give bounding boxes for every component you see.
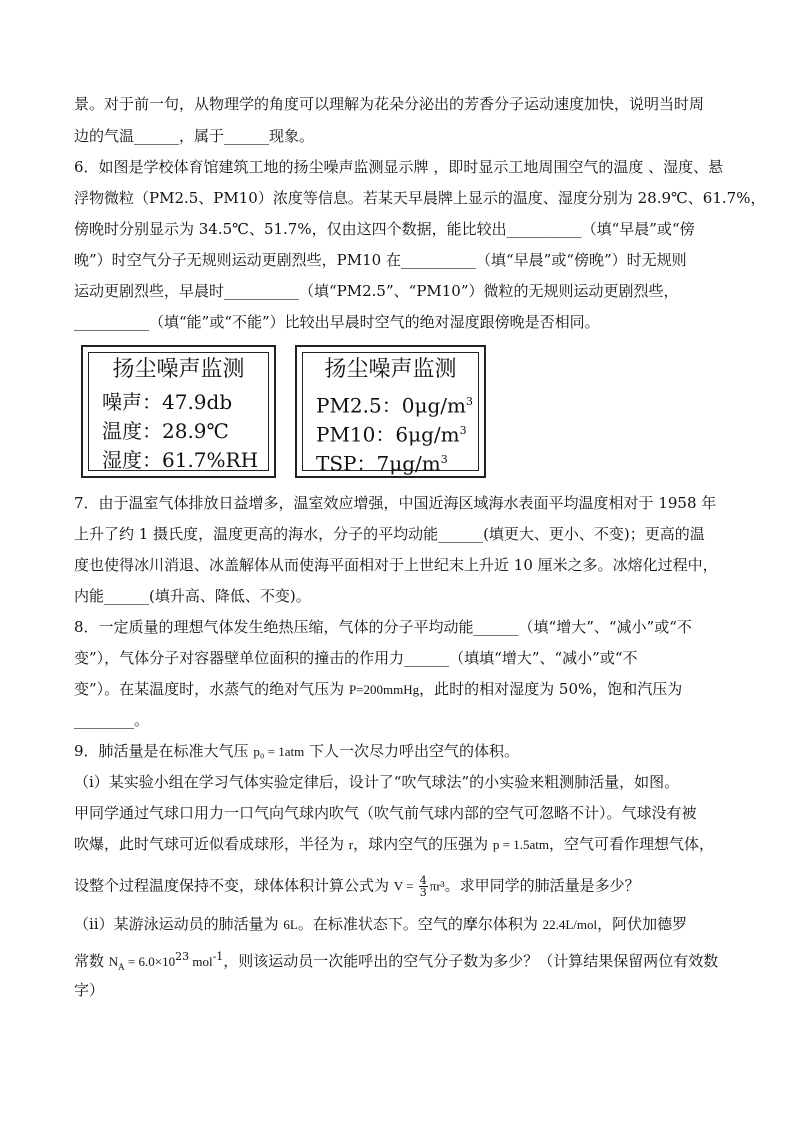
q9-line-4-text-c: ，球内空气的压强为	[353, 835, 493, 853]
q6-line-6: __________（填“能”或“不能”）比较出早晨时空气的绝对湿度跟傍晚是否相同。	[74, 313, 600, 331]
q7-line-3: 度也使得冰川消退、冰盖解体从而使海平面相对于上世纪末上升近 10 厘米之多。冰熔化过程中，	[74, 556, 718, 574]
q6-line-1: 6．如图是学校体育馆建筑工地的扬尘噪声监测显示牌 ，即时显示工地周围空气的温度 、湿度、悬	[74, 158, 724, 176]
board-row-pm25	[316, 389, 473, 419]
q9-line-8: 字）	[74, 981, 105, 999]
q9-line-4-text-a: 吹爆，此时气球可近似看成球形，半径为	[74, 835, 349, 853]
board-row-temperature: 温度：28.9℃	[102, 419, 229, 443]
q9-line-6-text-a: （ⅱ）某游泳运动员的肺活量为	[74, 915, 284, 933]
q9-line-5-text-d: 。求甲同学的肺活量是多少？	[444, 876, 640, 895]
q6-line-5: 运动更剧烈些，早晨时__________（填“PM2.5”、“PM10”）微粒的无规则运动更剧烈些，	[74, 282, 679, 300]
q9-line-1-text-c: 下人一次尽力呼出空气的体积。	[304, 742, 519, 760]
tsp-text: TSP：7μg/m	[316, 451, 441, 476]
volume-formula-lhs: V =	[393, 878, 417, 894]
monitor-board-left	[81, 345, 276, 478]
q9-line-7-text-h: ，则该运动员一次能呼出的空气分子数为多少？（计算结果保留两位有效数	[223, 952, 719, 970]
avogadro-unit: mol	[189, 954, 213, 969]
avogadro-symbol: N	[108, 954, 119, 969]
q8-line-3	[74, 679, 682, 700]
atm-formula: p₀ = 1atm	[253, 744, 305, 759]
pressure-formula: P=200mmHg	[348, 682, 420, 697]
volume-formula-rhs: πr³	[429, 878, 445, 894]
avogadro-unit-exponent: -1	[212, 950, 224, 963]
avogadro-exponent: 23	[175, 950, 190, 963]
q6-line-2: 浮物微粒（PM2.5、PM10）浓度等信息。若某天早晨牌上显示的温度、湿度分别为 28.9℃、61.7%，	[74, 189, 766, 207]
q7-line-2: 上升了约 1 摄氏度，温度更高的海水，分子的平均动能______(填更大、更小、不变)；更高的温	[74, 525, 705, 543]
q8-line-4: ________。	[74, 711, 150, 729]
q5-line-2: 边的气温______，属于______现象。	[74, 127, 315, 145]
radius-symbol: r	[348, 837, 354, 852]
cubic-sup: 3	[440, 453, 448, 466]
q9-line-2: （ⅰ）某实验小组在学习气体实验定律后，设计了“吹气球法”的小实验来粗测肺活量，如图。	[74, 773, 680, 791]
q8-line-3-text-a: 变”）。在某温度时，水蒸气的绝对气压为	[74, 680, 349, 698]
q9-line-4-text-e: ，空气可看作理想气体，	[548, 835, 714, 853]
board-title: 扬尘噪声监测	[324, 357, 457, 382]
pm25-text: PM2.5：0μg/m	[316, 393, 466, 418]
board-row-humidity: 湿度：61.7%RH	[102, 448, 259, 472]
q9-line-1	[74, 741, 519, 762]
board-row-pm10	[316, 418, 467, 448]
cubic-sup: 3	[465, 395, 473, 408]
q9-line-6-text-e: ，阿伏加德罗	[597, 915, 688, 933]
cubic-sup: 3	[459, 424, 467, 437]
board-row-tsp	[316, 447, 448, 477]
pressure-value: p = 1.5atm	[492, 837, 549, 852]
q9-line-5	[74, 875, 640, 898]
q7-line-1: 7．由于温室气体排放日益增多，温室效应增强，中国近海区域海水表面平均温度相对于 1958 年	[74, 494, 717, 512]
q8-line-3-text-c: ，此时的相对湿度为 50%，饱和汽压为	[419, 680, 683, 698]
avogadro-subscript: A	[118, 962, 125, 972]
q9-line-1-text-a: 9．肺活量是在标准大气压	[74, 742, 254, 760]
q9-line-6-text-c: 。在标准状态下。空气的摩尔体积为	[297, 915, 543, 933]
avogadro-value: = 6.0×10	[124, 954, 176, 969]
fraction-four-thirds	[419, 875, 428, 898]
board-row-noise: 噪声：47.9db	[102, 390, 233, 414]
board-title: 扬尘噪声监测	[112, 357, 245, 382]
q7-line-4: 内能______(填升高、降低、不变)。	[74, 587, 311, 605]
fraction-numerator: 4	[419, 874, 427, 887]
q9-line-5-text-a: 设整个过程温度保持不变，球体体积计算公式为	[74, 876, 394, 895]
q8-line-1: 8．一定质量的理想气体发生绝热压缩，气体的分子平均动能______（填“增大”、“减小”或“不	[74, 618, 692, 636]
q9-line-7-text-a: 常数	[74, 952, 109, 970]
pm10-text: PM10：6μg/m	[316, 422, 460, 447]
q9-line-3: 甲同学通过气球口用力一口气向气球内吹气（吹气前气球内部的空气可忽略不计）。气球没有被	[74, 804, 697, 822]
q5-line-1: 景。对于前一句，从物理学的角度可以理解为花朵分泌出的芳香分子运动速度加快，说明当时周	[74, 95, 705, 113]
lung-capacity-value: 6L	[283, 917, 298, 932]
fraction-denominator: 3	[419, 886, 427, 899]
q9-line-4	[74, 834, 714, 855]
q6-line-4: 晚”）时空气分子无规则运动更剧烈些，PM10 在__________（填“早晨”或“傍晚”）时无规则	[74, 251, 687, 269]
q6-line-3: 傍晚时分别显示为 34.5℃、51.7%，仅由这四个数据，能比较出__________（填“早晨”或“傍	[74, 220, 695, 238]
q9-line-6	[74, 914, 687, 935]
q9-line-7	[74, 947, 718, 977]
q8-line-2: 变”），气体分子对容器壁单位面积的撞击的作用力______（填填“增大”、“减小”或“不	[74, 649, 638, 667]
monitor-board-right	[295, 345, 486, 478]
molar-volume-value: 22.4L/mol	[542, 917, 598, 932]
